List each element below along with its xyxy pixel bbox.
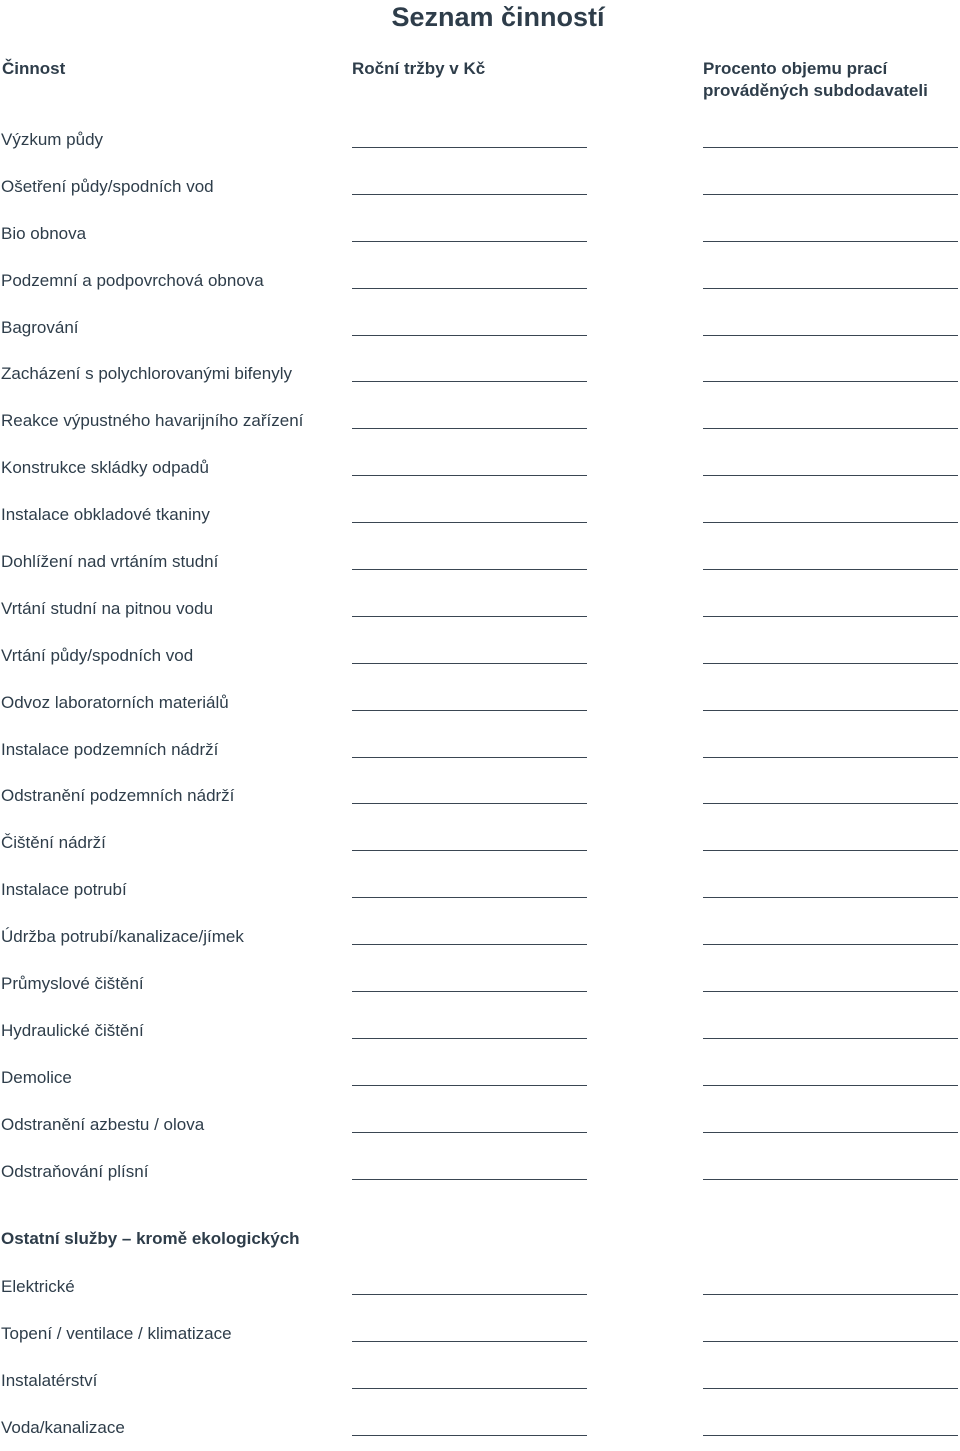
percent-blank[interactable] bbox=[703, 1132, 958, 1133]
activity-label: Hydraulické čištění bbox=[1, 1020, 144, 1040]
percent-blank[interactable] bbox=[703, 335, 958, 336]
other-services-list bbox=[0, 1263, 960, 1451]
activity-row bbox=[0, 679, 960, 726]
revenue-blank[interactable] bbox=[352, 803, 587, 804]
activity-label: Vrtání studní na pitnou vodu bbox=[1, 598, 214, 618]
revenue-blank[interactable] bbox=[352, 147, 587, 148]
activity-label: Vrtání půdy/spodních vod bbox=[1, 645, 194, 665]
activity-label: Konstrukce skládky odpadů bbox=[1, 458, 209, 478]
activity-row bbox=[0, 960, 960, 1007]
activity-label: Instalatérství bbox=[1, 1370, 98, 1390]
activity-row bbox=[0, 210, 960, 257]
activity-row bbox=[0, 772, 960, 819]
activity-label: Zacházení s polychlorovanými bifenyly bbox=[1, 364, 293, 384]
activity-label: Výzkum půdy bbox=[1, 130, 104, 149]
revenue-blank[interactable] bbox=[352, 194, 587, 195]
percent-blank[interactable] bbox=[703, 288, 958, 289]
other-activity-row bbox=[0, 1357, 960, 1404]
percent-blank[interactable] bbox=[703, 991, 958, 992]
activity-row bbox=[0, 397, 960, 444]
activity-label: Odstranění podzemních nádrží bbox=[1, 786, 235, 806]
percent-blank[interactable] bbox=[703, 757, 958, 758]
activity-label: Odstraňování plísní bbox=[1, 1161, 149, 1181]
activity-label: Demolice bbox=[1, 1067, 72, 1087]
percent-blank[interactable] bbox=[703, 1294, 958, 1295]
revenue-blank[interactable] bbox=[352, 1132, 587, 1133]
percent-blank[interactable] bbox=[703, 381, 958, 382]
activity-label: Instalace obkladové tkaniny bbox=[1, 505, 210, 525]
revenue-blank[interactable] bbox=[352, 1038, 587, 1039]
activity-label: Elektrické bbox=[1, 1277, 75, 1296]
percent-blank[interactable] bbox=[703, 663, 958, 664]
revenue-blank[interactable] bbox=[352, 335, 587, 336]
activity-label: Topení / ventilace / klimatizace bbox=[1, 1323, 232, 1343]
percent-blank[interactable] bbox=[703, 241, 958, 242]
percent-blank[interactable] bbox=[703, 803, 958, 804]
revenue-blank[interactable] bbox=[352, 710, 587, 711]
column-header-activity: Činnost bbox=[2, 59, 66, 78]
other-activity-row bbox=[0, 1404, 960, 1451]
activity-label: Čištění nádrží bbox=[1, 833, 106, 853]
percent-blank[interactable] bbox=[703, 1179, 958, 1180]
revenue-blank[interactable] bbox=[352, 850, 587, 851]
revenue-blank[interactable] bbox=[352, 663, 587, 664]
activity-label: Instalace potrubí bbox=[1, 880, 127, 900]
revenue-blank[interactable] bbox=[352, 1435, 587, 1436]
activity-label: Reakce výpustného havarijního zařízení bbox=[1, 411, 304, 431]
activity-row bbox=[0, 116, 960, 163]
revenue-blank[interactable] bbox=[352, 1341, 587, 1342]
percent-blank[interactable] bbox=[703, 1388, 958, 1389]
percent-blank[interactable] bbox=[703, 569, 958, 570]
other-services-heading: Ostatní služby – kromě ekologických bbox=[1, 1229, 300, 1248]
revenue-blank[interactable] bbox=[352, 757, 587, 758]
revenue-blank[interactable] bbox=[352, 475, 587, 476]
percent-blank[interactable] bbox=[703, 428, 958, 429]
revenue-blank[interactable] bbox=[352, 428, 587, 429]
activity-list bbox=[0, 116, 960, 1194]
percent-blank[interactable] bbox=[703, 522, 958, 523]
activity-row bbox=[0, 350, 960, 397]
activity-label: Voda/kanalizace bbox=[1, 1417, 125, 1437]
activity-label: Podzemní a podpovrchová obnova bbox=[1, 270, 264, 290]
activity-label: Průmyslové čištění bbox=[1, 974, 144, 994]
activity-row bbox=[0, 1054, 960, 1101]
column-header-subcontractor-percent: Procento objemu prací prováděných subdodavateli bbox=[703, 59, 928, 100]
activity-row bbox=[0, 304, 960, 351]
activity-label: Ošetření půdy/spodních vod bbox=[1, 176, 214, 196]
revenue-blank[interactable] bbox=[352, 288, 587, 289]
activity-row bbox=[0, 819, 960, 866]
revenue-blank[interactable] bbox=[352, 1085, 587, 1086]
activity-label: Instalace podzemních nádrží bbox=[1, 739, 219, 759]
activity-row bbox=[0, 726, 960, 773]
percent-blank[interactable] bbox=[703, 710, 958, 711]
page-title: Seznam činností bbox=[391, 2, 605, 32]
activity-row bbox=[0, 444, 960, 491]
other-services-heading-wrap bbox=[0, 1223, 960, 1263]
activity-label: Odvoz laboratorních materiálů bbox=[1, 692, 229, 712]
revenue-blank[interactable] bbox=[352, 944, 587, 945]
percent-blank[interactable] bbox=[703, 1038, 958, 1039]
activity-row bbox=[0, 913, 960, 960]
revenue-blank[interactable] bbox=[352, 991, 587, 992]
percent-blank[interactable] bbox=[703, 194, 958, 195]
revenue-blank[interactable] bbox=[352, 616, 587, 617]
activity-row bbox=[0, 1101, 960, 1148]
percent-blank[interactable] bbox=[703, 897, 958, 898]
percent-blank[interactable] bbox=[703, 616, 958, 617]
activity-row bbox=[0, 1007, 960, 1054]
activity-label: Dohlížení nad vrtáním studní bbox=[1, 552, 219, 572]
revenue-blank[interactable] bbox=[352, 522, 587, 523]
percent-blank[interactable] bbox=[703, 944, 958, 945]
percent-blank[interactable] bbox=[703, 1085, 958, 1086]
percent-blank[interactable] bbox=[703, 1435, 958, 1436]
revenue-blank[interactable] bbox=[352, 897, 587, 898]
revenue-blank[interactable] bbox=[352, 569, 587, 570]
percent-blank[interactable] bbox=[703, 1341, 958, 1342]
activity-row bbox=[0, 585, 960, 632]
other-services-section bbox=[0, 1223, 960, 1451]
activity-label: Odstranění azbestu / olova bbox=[1, 1114, 205, 1134]
percent-blank[interactable] bbox=[703, 475, 958, 476]
activity-label: Bagrování bbox=[1, 317, 79, 337]
revenue-blank[interactable] bbox=[352, 1179, 587, 1180]
activity-row bbox=[0, 257, 960, 304]
other-activity-row bbox=[0, 1263, 960, 1310]
revenue-blank[interactable] bbox=[352, 381, 587, 382]
revenue-blank[interactable] bbox=[352, 241, 587, 242]
percent-blank[interactable] bbox=[703, 147, 958, 148]
activity-row bbox=[0, 163, 960, 210]
column-header-revenue: Roční tržby v Kč bbox=[352, 59, 486, 78]
activity-row bbox=[0, 632, 960, 679]
activity-row bbox=[0, 491, 960, 538]
other-activity-row bbox=[0, 1310, 960, 1357]
activity-label: Bio obnova bbox=[1, 223, 87, 243]
percent-blank[interactable] bbox=[703, 850, 958, 851]
activity-row bbox=[0, 538, 960, 585]
activity-row bbox=[0, 866, 960, 913]
revenue-blank[interactable] bbox=[352, 1388, 587, 1389]
revenue-blank[interactable] bbox=[352, 1294, 587, 1295]
activity-label: Údržba potrubí/kanalizace/jímek bbox=[1, 927, 244, 947]
activity-row bbox=[0, 1148, 960, 1195]
